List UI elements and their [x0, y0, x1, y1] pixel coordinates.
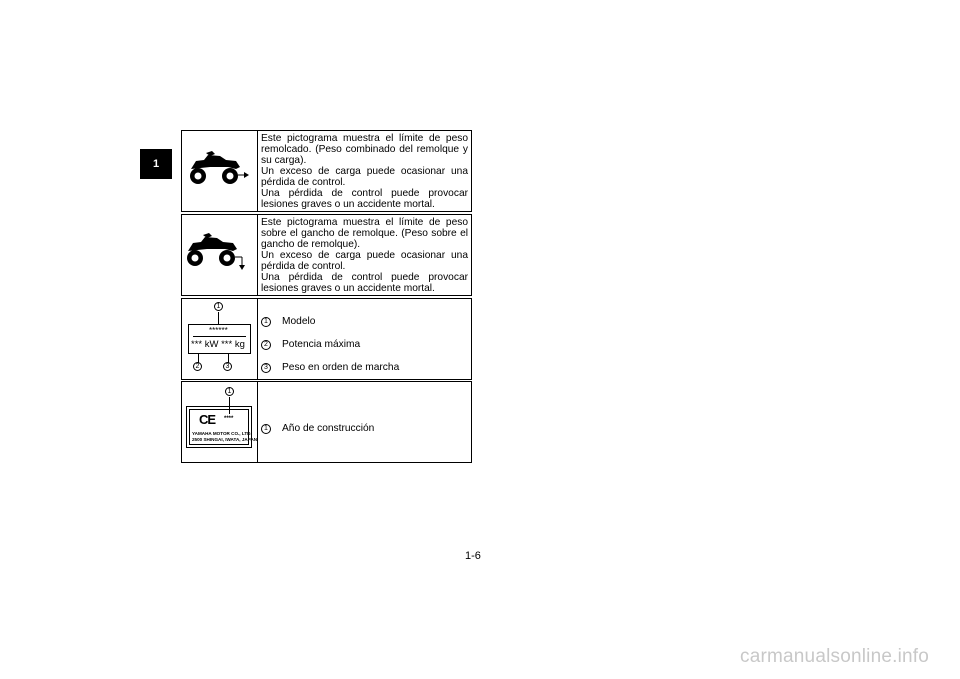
legend-item	[261, 356, 468, 379]
legend-number: 3	[261, 363, 271, 373]
ce-label-illustration	[182, 382, 258, 462]
pictogram-row-tongue-weight	[181, 214, 472, 296]
pictogram-description	[258, 215, 471, 295]
callout-3: 3	[223, 362, 232, 371]
description-paragraph: Un exceso de carga puede ocasionar una pérdida de control.	[261, 166, 468, 188]
legend-text: Modelo	[282, 316, 316, 327]
chapter-tab	[140, 149, 172, 179]
watermark: carmanualsonline.info	[740, 646, 930, 667]
model-code: ******	[209, 326, 228, 335]
ce-mark: CE	[199, 412, 216, 427]
callout-2: 2	[193, 362, 202, 371]
pictogram-description	[258, 131, 471, 211]
description-paragraph: Una pérdida de control puede provocar lesiones graves o un accidente mortal.	[261, 272, 468, 294]
legend-item	[261, 417, 468, 440]
atv-tongue-weight-icon	[182, 215, 257, 295]
legend	[258, 382, 471, 462]
description-paragraph: Una pérdida de control puede provocar lesiones graves o un accidente mortal.	[261, 188, 468, 210]
description-paragraph: Este pictograma muestra el límite de peso remolcado. (Peso combinado del remolque y su carga).	[261, 133, 468, 166]
pictogram-row-towing	[181, 130, 472, 212]
description-paragraph: Un exceso de carga puede ocasionar una pérdida de control.	[261, 250, 468, 272]
model-label-illustration	[182, 299, 258, 379]
legend-text: Peso en orden de marcha	[282, 362, 400, 373]
legend-item	[261, 333, 468, 356]
callout-1: 1	[214, 302, 223, 311]
legend-number: 2	[261, 340, 271, 350]
maker-name: YAMAHA MOTOR CO., LTD.	[192, 431, 252, 436]
legend-number: 1	[261, 424, 271, 434]
atv-towing-icon	[182, 131, 257, 211]
legend	[258, 299, 471, 379]
plate-divider	[193, 336, 246, 337]
legend-item	[261, 310, 468, 333]
ce-plate	[186, 406, 258, 448]
model-plate	[188, 324, 251, 354]
maker-address: 2500 SHINGAI, IWATA, JAPAN	[192, 437, 258, 442]
year-code: ****	[224, 416, 234, 422]
page-number: 1-6	[465, 550, 481, 562]
model-label-row	[181, 298, 472, 380]
pictogram-cell	[182, 215, 258, 295]
legend-text: Potencia máxima	[282, 339, 361, 350]
legend-text: Año de construcción	[282, 423, 375, 434]
power-weight-values: *** kW *** kg	[191, 339, 245, 350]
chapter-number: 1	[152, 158, 160, 170]
pictogram-cell	[182, 131, 258, 211]
ce-label-row	[181, 381, 472, 463]
callout-line	[218, 312, 219, 324]
description-paragraph: Este pictograma muestra el límite de peso sobre el gancho de remolque. (Peso sobre el gancho de remolque).	[261, 217, 468, 250]
legend-number: 1	[261, 317, 271, 327]
callout-1: 1	[225, 387, 234, 396]
